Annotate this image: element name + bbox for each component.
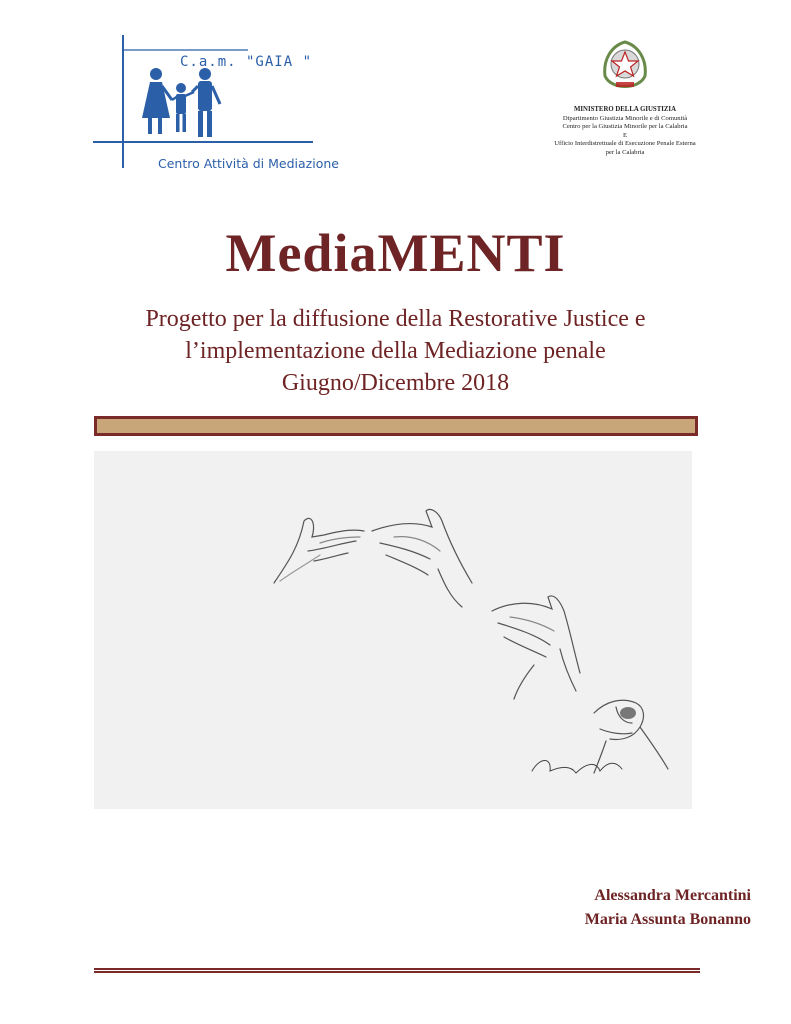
decorative-band	[94, 416, 698, 436]
document-subtitle	[0, 303, 791, 399]
ministry-line: Ufficio Interdistrettuale di Esecuzione Penale Esterna	[554, 140, 696, 147]
ministry-line: Centro per la Giustizia Minorile per la Calabria	[562, 123, 688, 130]
subtitle-line: Giugno/Dicembre 2018	[281, 370, 510, 396]
subtitle-line: l’implementazione della Mediazione penale	[185, 338, 606, 364]
logo-subtitle: Centro Attività di Mediazione	[158, 156, 339, 171]
bottom-rule	[94, 968, 700, 973]
hands-illustration	[94, 451, 692, 809]
logo-title: C.a.m. "GAIA "	[180, 54, 313, 70]
author-name: Maria Assunta Bonanno	[584, 911, 751, 928]
document-title: MediaMENTI	[225, 223, 566, 283]
italian-republic-emblem-icon	[500, 36, 750, 102]
ministry-header	[500, 36, 750, 181]
ministry-line: E	[622, 131, 628, 139]
hands-drawing-icon	[94, 451, 692, 809]
ministry-line: per la Calabria	[605, 148, 645, 156]
subtitle-line: Progetto per la diffusione della Restorative Justice e	[145, 306, 646, 332]
ministry-line: MINISTERO DELLA GIUSTIZIA	[574, 106, 676, 113]
cam-gaia-logo	[88, 30, 358, 180]
authors-block	[585, 884, 751, 932]
ministry-line: Dipartimento Giustizia Minorile e di Comunità	[562, 114, 688, 122]
author-name: Alessandra Mercantini	[594, 887, 751, 904]
